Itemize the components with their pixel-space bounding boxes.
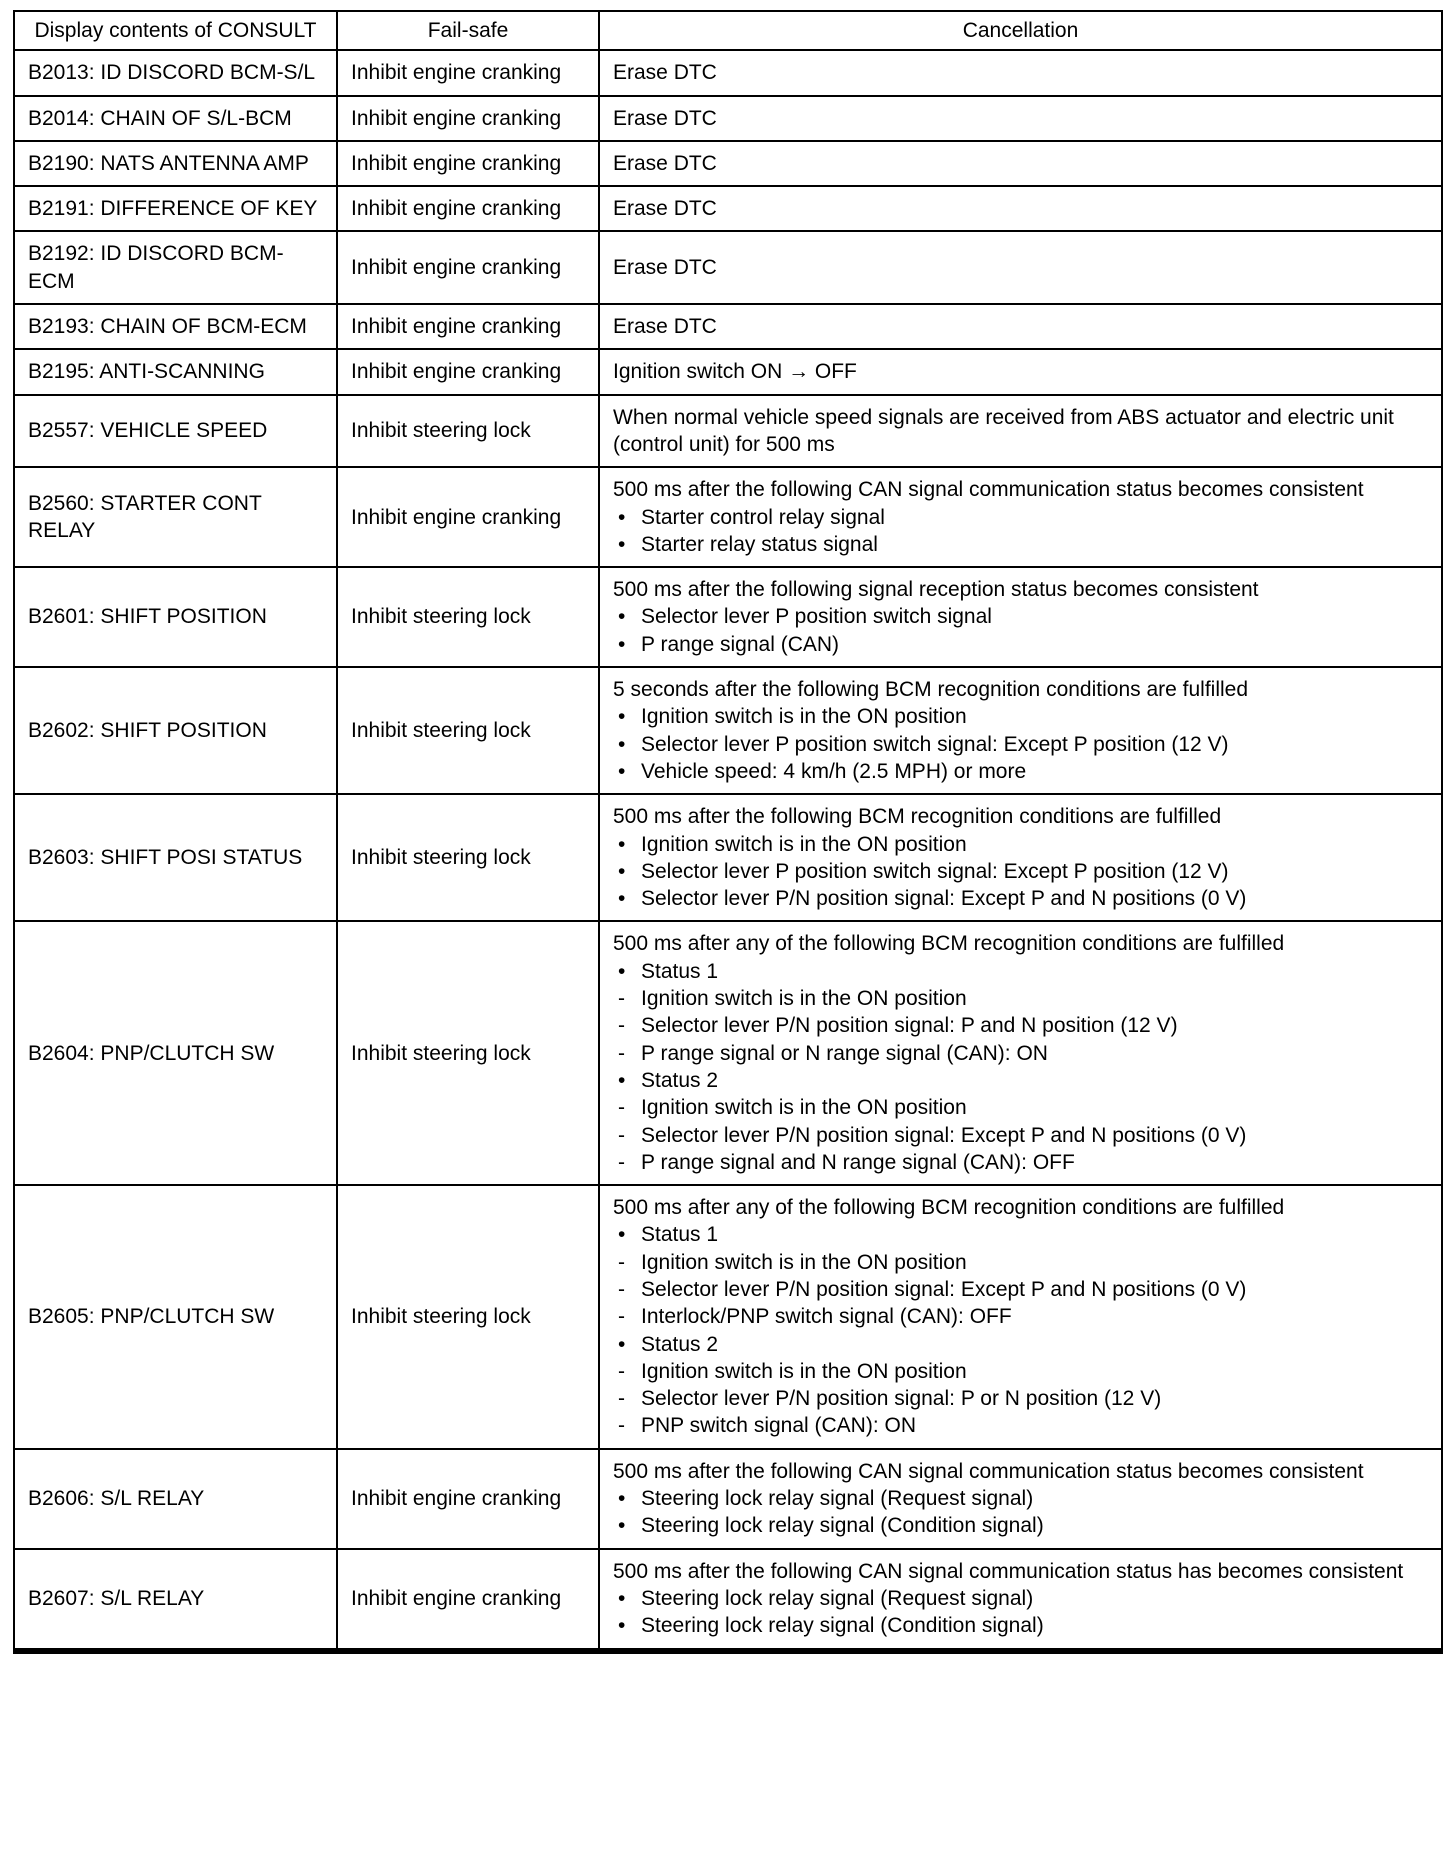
cancellation-line-text: Starter relay status signal <box>641 532 878 556</box>
cancellation-cell <box>599 921 1442 1185</box>
cancellation-cell <box>599 567 1442 667</box>
failsafe-cell: Inhibit engine cranking <box>337 96 599 141</box>
cancellation-cell <box>599 794 1442 921</box>
cancellation-text <box>613 1458 1428 1485</box>
cancellation-cell <box>599 1549 1442 1651</box>
table-row <box>14 567 1442 667</box>
cancellation-line-text: Ignition switch is in the ON position <box>641 1250 967 1274</box>
cancellation-text <box>613 195 1428 222</box>
header-cancellation: Cancellation <box>599 11 1442 50</box>
bullet-marker: • <box>618 632 626 656</box>
consult-cell: B2606: S/L RELAY <box>14 1449 337 1549</box>
failsafe-cell: Inhibit steering lock <box>337 921 599 1185</box>
failsafe-cell: Inhibit steering lock <box>337 667 599 794</box>
cancellation-dash-item <box>613 1122 1428 1149</box>
failsafe-cell: Inhibit engine cranking <box>337 1449 599 1549</box>
cancellation-line-text: 500 ms after any of the following BCM recognition conditions are fulfilled <box>613 1196 1285 1220</box>
cancellation-cell <box>599 1185 1442 1449</box>
table-row <box>14 794 1442 921</box>
table-body <box>14 50 1442 1650</box>
cancellation-text <box>613 1558 1428 1585</box>
cancellation-cell <box>599 395 1442 468</box>
dash-marker: - <box>618 987 625 1011</box>
dash-marker: - <box>618 1014 625 1038</box>
cancellation-line-text: 500 ms after the following CAN signal communication status has becomes consistent <box>613 1559 1404 1583</box>
cancellation-line-text: Selector lever P/N position signal: Except P and N positions (0 V) <box>641 1123 1247 1147</box>
dash-marker: - <box>618 1250 625 1274</box>
consult-cell: B2560: STARTER CONT RELAY <box>14 467 337 567</box>
table-row <box>14 186 1442 231</box>
cancellation-dash-item <box>613 985 1428 1012</box>
cancellation-cell <box>599 1449 1442 1549</box>
cancellation-line-text: Selector lever P/N position signal: P and N position (12 V) <box>641 1014 1178 1038</box>
cancellation-text <box>613 59 1428 86</box>
consult-cell: B2557: VEHICLE SPEED <box>14 395 337 468</box>
consult-cell: B2603: SHIFT POSI STATUS <box>14 794 337 921</box>
cancellation-line-text: Selector lever P/N position signal: Except P and N positions (0 V) <box>641 1277 1247 1301</box>
cancellation-line-text: Erase DTC <box>613 315 717 339</box>
cancellation-line-text: Selector lever P position switch signal: Except P position (12 V) <box>641 859 1229 883</box>
cancellation-text <box>613 476 1428 503</box>
cancellation-text <box>613 313 1428 340</box>
cancellation-cell <box>599 186 1442 231</box>
cancellation-cell <box>599 50 1442 95</box>
table-row <box>14 141 1442 186</box>
failsafe-cell: Inhibit steering lock <box>337 1185 599 1449</box>
cancellation-bullet-item <box>613 1067 1428 1094</box>
table-row <box>14 395 1442 468</box>
consult-cell: B2602: SHIFT POSITION <box>14 667 337 794</box>
cancellation-line-text: Status 2 <box>641 1068 719 1092</box>
cancellation-line-text: Ignition switch is in the ON position <box>641 705 967 729</box>
dtc-failsafe-table <box>13 10 1443 1654</box>
failsafe-cell: Inhibit engine cranking <box>337 141 599 186</box>
failsafe-cell: Inhibit steering lock <box>337 794 599 921</box>
cancellation-dash-item <box>613 1094 1428 1121</box>
table-row <box>14 304 1442 349</box>
cancellation-line-text: P range signal or N range signal (CAN): ON <box>641 1041 1048 1065</box>
table-row <box>14 1185 1442 1449</box>
bullet-marker: • <box>618 1514 626 1538</box>
cancellation-cell <box>599 96 1442 141</box>
cancellation-bullet-item <box>613 631 1428 658</box>
failsafe-cell: Inhibit engine cranking <box>337 349 599 394</box>
dash-marker: - <box>618 1041 625 1065</box>
table-row <box>14 96 1442 141</box>
bullet-marker: • <box>618 732 626 756</box>
dash-marker: - <box>618 1305 625 1329</box>
bullet-marker: • <box>618 1223 626 1247</box>
cancellation-dash-item <box>613 1358 1428 1385</box>
consult-cell: B2013: ID DISCORD BCM-S/L <box>14 50 337 95</box>
cancellation-line-text: 500 ms after the following CAN signal communication status becomes consistent <box>613 1459 1364 1483</box>
cancellation-line-text: Erase DTC <box>613 106 717 130</box>
cancellation-text <box>613 105 1428 132</box>
table-row <box>14 1449 1442 1549</box>
cancellation-line-text: Steering lock relay signal (Condition signal) <box>641 1614 1044 1638</box>
cancellation-text <box>613 404 1428 459</box>
failsafe-cell: Inhibit engine cranking <box>337 1549 599 1651</box>
consult-cell: B2191: DIFFERENCE OF KEY <box>14 186 337 231</box>
dash-marker: - <box>618 1387 625 1411</box>
bullet-marker: • <box>618 859 626 883</box>
table-row <box>14 349 1442 394</box>
failsafe-cell: Inhibit steering lock <box>337 395 599 468</box>
cancellation-line-text: Steering lock relay signal (Condition signal) <box>641 1514 1044 1538</box>
cancellation-dash-item <box>613 1012 1428 1039</box>
header-consult: Display contents of CONSULT <box>14 11 337 50</box>
cancellation-line-text: Status 1 <box>641 1223 719 1247</box>
cancellation-bullet-item <box>613 885 1428 912</box>
cancellation-text <box>613 930 1428 957</box>
cancellation-bullet-item <box>613 504 1428 531</box>
cancellation-bullet-item <box>613 858 1428 885</box>
cancellation-bullet-item <box>613 703 1428 730</box>
cancellation-cell <box>599 467 1442 567</box>
cancellation-line-text: 500 ms after any of the following BCM recognition conditions are fulfilled <box>613 932 1285 956</box>
cancellation-line-text: 500 ms after the following signal reception status becomes consistent <box>613 578 1259 602</box>
cancellation-bullet-item <box>613 1221 1428 1248</box>
cancellation-line-text: 500 ms after the following CAN signal communication status becomes consistent <box>613 478 1364 502</box>
cancellation-bullet-item <box>613 1512 1428 1539</box>
dash-marker: - <box>618 1123 625 1147</box>
cancellation-line-text: Steering lock relay signal (Request signal) <box>641 1487 1034 1511</box>
bullet-marker: • <box>618 1487 626 1511</box>
consult-cell: B2601: SHIFT POSITION <box>14 567 337 667</box>
cancellation-bullet-item <box>613 758 1428 785</box>
dash-marker: - <box>618 1096 625 1120</box>
cancellation-bullet-item <box>613 1331 1428 1358</box>
header-failsafe: Fail-safe <box>337 11 599 50</box>
cancellation-cell <box>599 231 1442 304</box>
cancellation-bullet-item <box>613 1585 1428 1612</box>
cancellation-bullet-item <box>613 603 1428 630</box>
consult-cell: B2193: CHAIN OF BCM-ECM <box>14 304 337 349</box>
dash-marker: - <box>618 1414 625 1438</box>
consult-cell: B2607: S/L RELAY <box>14 1549 337 1651</box>
cancellation-cell <box>599 141 1442 186</box>
cancellation-bullet-item <box>613 831 1428 858</box>
cancellation-line-text: When normal vehicle speed signals are received from ABS actuator and electric unit (control unit) for 500 ms <box>613 405 1394 456</box>
consult-cell: B2014: CHAIN OF S/L-BCM <box>14 96 337 141</box>
cancellation-text <box>613 803 1428 830</box>
cancellation-dash-item <box>613 1385 1428 1412</box>
cancellation-dash-item <box>613 1412 1428 1439</box>
cancellation-line-text: Selector lever P/N position signal: P or N position (12 V) <box>641 1387 1162 1411</box>
cancellation-line-text: Status 2 <box>641 1332 719 1356</box>
table-row <box>14 1549 1442 1651</box>
failsafe-cell: Inhibit engine cranking <box>337 231 599 304</box>
cancellation-line-text: Selector lever P position switch signal: Except P position (12 V) <box>641 732 1229 756</box>
cancellation-line-text: Interlock/PNP switch signal (CAN): OFF <box>641 1305 1012 1329</box>
cancellation-text <box>613 576 1428 603</box>
dash-marker: - <box>618 1277 625 1301</box>
cancellation-line-text: Erase DTC <box>613 197 717 221</box>
consult-cell: B2605: PNP/CLUTCH SW <box>14 1185 337 1449</box>
cancellation-line-text: 500 ms after the following BCM recognition conditions are fulfilled <box>613 805 1222 829</box>
bullet-marker: • <box>618 759 626 783</box>
failsafe-cell: Inhibit steering lock <box>337 567 599 667</box>
bullet-marker: • <box>618 505 626 529</box>
cancellation-bullet-item <box>613 958 1428 985</box>
table-header-row <box>14 11 1442 50</box>
bullet-marker: • <box>618 959 626 983</box>
bullet-marker: • <box>618 705 626 729</box>
table-row <box>14 667 1442 794</box>
cancellation-line-text: Ignition switch is in the ON position <box>641 832 967 856</box>
bullet-marker: • <box>618 832 626 856</box>
cancellation-bullet-item <box>613 531 1428 558</box>
cancellation-dash-item <box>613 1303 1428 1330</box>
cancellation-cell <box>599 349 1442 394</box>
consult-cell: B2604: PNP/CLUTCH SW <box>14 921 337 1185</box>
cancellation-text <box>613 676 1428 703</box>
cancellation-text <box>613 150 1428 177</box>
consult-cell: B2195: ANTI-SCANNING <box>14 349 337 394</box>
bullet-marker: • <box>618 1614 626 1638</box>
cancellation-line-text: Ignition switch is in the ON position <box>641 1096 967 1120</box>
cancellation-line-text: Erase DTC <box>613 151 717 175</box>
bullet-marker: • <box>618 1586 626 1610</box>
cancellation-bullet-item <box>613 1485 1428 1512</box>
cancellation-line-text: 5 seconds after the following BCM recognition conditions are fulfilled <box>613 678 1249 702</box>
table-row <box>14 231 1442 304</box>
table-row <box>14 921 1442 1185</box>
cancellation-line-text: P range signal and N range signal (CAN): OFF <box>641 1150 1075 1174</box>
bullet-marker: • <box>618 532 626 556</box>
cancellation-text <box>613 254 1428 281</box>
cancellation-cell <box>599 304 1442 349</box>
failsafe-cell: Inhibit engine cranking <box>337 50 599 95</box>
cancellation-text <box>613 358 1428 385</box>
bullet-marker: • <box>618 1332 626 1356</box>
failsafe-cell: Inhibit engine cranking <box>337 304 599 349</box>
cancellation-dash-item <box>613 1276 1428 1303</box>
dash-marker: - <box>618 1150 625 1174</box>
cancellation-bullet-item <box>613 731 1428 758</box>
cancellation-line-text: PNP switch signal (CAN): ON <box>641 1414 917 1438</box>
bullet-marker: • <box>618 1068 626 1092</box>
failsafe-cell: Inhibit engine cranking <box>337 467 599 567</box>
cancellation-dash-item <box>613 1249 1428 1276</box>
cancellation-line-text: Erase DTC <box>613 61 717 85</box>
bullet-marker: • <box>618 605 626 629</box>
cancellation-line-text: Selector lever P position switch signal <box>641 605 992 629</box>
cancellation-dash-item <box>613 1040 1428 1067</box>
consult-cell: B2192: ID DISCORD BCM-ECM <box>14 231 337 304</box>
failsafe-cell: Inhibit engine cranking <box>337 186 599 231</box>
consult-cell: B2190: NATS ANTENNA AMP <box>14 141 337 186</box>
cancellation-line-text: Ignition switch ON → OFF <box>613 360 857 384</box>
dash-marker: - <box>618 1359 625 1383</box>
cancellation-line-text: Vehicle speed: 4 km/h (2.5 MPH) or more <box>641 759 1027 783</box>
bullet-marker: • <box>618 887 626 911</box>
cancellation-cell <box>599 667 1442 794</box>
cancellation-line-text: Steering lock relay signal (Request signal) <box>641 1586 1034 1610</box>
cancellation-line-text: Erase DTC <box>613 256 717 280</box>
cancellation-line-text: P range signal (CAN) <box>641 632 840 656</box>
cancellation-text <box>613 1194 1428 1221</box>
cancellation-dash-item <box>613 1149 1428 1176</box>
table-row <box>14 467 1442 567</box>
table-row <box>14 50 1442 95</box>
cancellation-line-text: Ignition switch is in the ON position <box>641 987 967 1011</box>
cancellation-line-text: Starter control relay signal <box>641 505 885 529</box>
cancellation-line-text: Selector lever P/N position signal: Except P and N positions (0 V) <box>641 887 1247 911</box>
cancellation-line-text: Ignition switch is in the ON position <box>641 1359 967 1383</box>
cancellation-bullet-item <box>613 1612 1428 1639</box>
cancellation-line-text: Status 1 <box>641 959 719 983</box>
